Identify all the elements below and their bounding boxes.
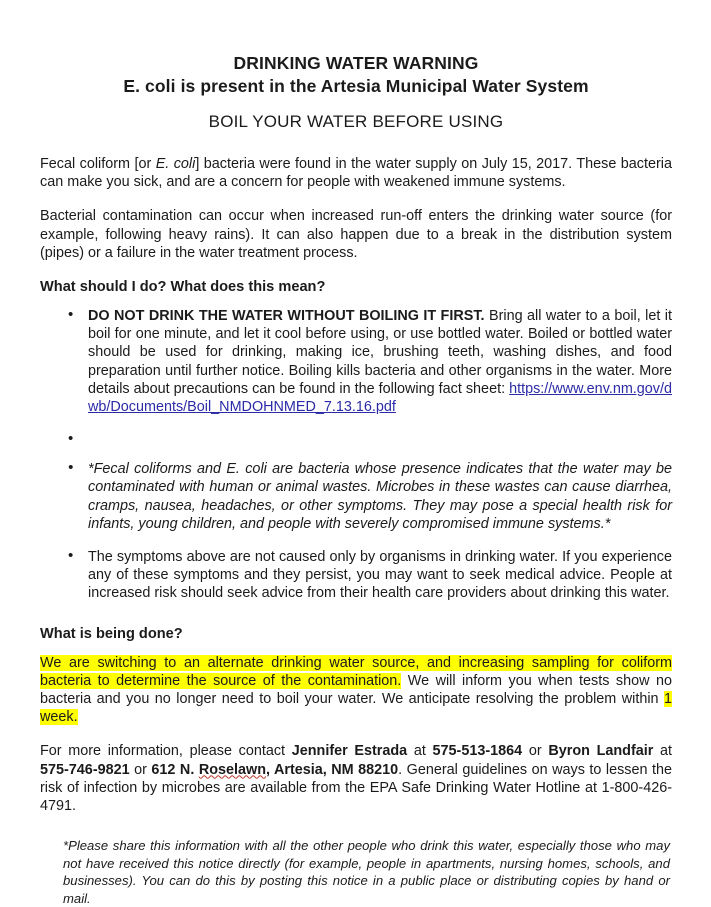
page-subtitle: BOIL YOUR WATER BEFORE USING xyxy=(208,112,504,131)
bullet-list-advice xyxy=(40,307,672,603)
spacer xyxy=(40,133,672,155)
intro-paragraph xyxy=(40,155,672,191)
spacer xyxy=(40,815,672,837)
list-item xyxy=(40,431,672,445)
bullet-symptoms-text: The symptoms above are not caused only by organisms in drinking water. If you experience any of these symptoms and they persist, you may want to seek medical advice. People at increased risk should seek advice from their health care providers about drinking this water. xyxy=(88,549,672,602)
intro-prefix: Fecal coliform [or xyxy=(40,156,156,172)
contact-connector: at xyxy=(653,743,673,760)
contact-address-prefix: 612 N. xyxy=(151,761,199,778)
contact-paragraph xyxy=(40,742,672,815)
bullet-do-not-drink-text: Bring all water to a boil, let it boil for one minute, and let it cool before using, or use bottled water. Boiled or bottled water should be used for drinking, making ice, brushing teeth, washing dishes, and food preparation until further notice. Boiling kills bacteria and other organisms in the water. More details about precautions can be found in the following fact sheet: xyxy=(88,308,672,397)
intro-italic-ecoli: E. coli xyxy=(155,156,196,172)
contact-prefix: For more information, please contact xyxy=(40,743,292,760)
contact-connector: at xyxy=(407,743,433,760)
page-title-primary: DRINKING WATER WARNING xyxy=(233,53,479,73)
contact-epa-hotline-text: . General guidelines on ways to lessen the risk of infection by microbes are available from the EPA Safe Drinking Water Hotline at 1-800-426-4791. xyxy=(40,761,672,815)
contact-phone-primary: 575-513-1864 xyxy=(432,743,523,760)
list-item xyxy=(40,548,672,603)
contact-address-suffix: , Artesia, NM 88210 xyxy=(266,761,399,778)
list-item xyxy=(40,307,672,416)
contact-name-secondary: Byron Landfair xyxy=(548,743,654,760)
document-title-block xyxy=(40,52,672,98)
section-heading-what-is-being-done: What is being done? xyxy=(40,625,183,642)
contamination-paragraph: Bacterial contamination can occur when increased run-off enters the drinking water source (for example, following heavy rains). It can also happen due to a break in the distribution system (pipes) or a failure in the water treatment process. xyxy=(40,208,672,261)
highlighted-text-timeframe: 1 week. xyxy=(40,691,672,726)
spacer xyxy=(40,643,672,654)
spacer xyxy=(40,296,672,307)
spacer xyxy=(40,603,672,625)
contact-name-primary: Jennifer Estrada xyxy=(291,743,408,760)
list-item xyxy=(40,460,672,533)
contact-phone-secondary: 575-746-9821 xyxy=(40,761,130,778)
section-heading-what-should-i-do: What should I do? What does this mean? xyxy=(40,279,326,296)
page-title-secondary: E. coli is present in the Artesia Municipal Water System xyxy=(123,76,589,96)
contact-connector: or xyxy=(522,743,549,760)
bullet-fecal-coliforms-note: *Fecal coliforms and E. coli are bacteria whose presence indicates that the water may be contaminated with human or animal wastes. Microbes in these wastes can cause diarrhea, cramps, nausea, headaches, or other symptoms. They may pose a special health risk for infants, young children, and people with severely compromised immune systems.* xyxy=(88,461,672,532)
footnote-share-notice: *Please share this information with all the other people who drink this water, especially those who may not have received this notice directly (for example, people in apartments, nursing homes, schools, and businesses). You can do this by posting this notice in a public place or distributing copies by hand or mail. xyxy=(63,838,670,906)
intro-suffix: ] bacteria were found in the water supply on July 15, 2017. These bacteria can make you sick, and are a concern for people with weakened immune systems. xyxy=(40,156,672,191)
fact-sheet-link[interactable]: https://www.env.nm.gov/dwb/Documents/Boil_NMDOHNMED_7.13.16.pdf xyxy=(88,380,673,416)
spacer xyxy=(40,262,672,278)
contact-address-street-spellcheck: Roselawn xyxy=(198,761,266,778)
contact-connector: or xyxy=(129,761,152,778)
spacer xyxy=(40,726,672,742)
being-done-paragraph xyxy=(40,654,672,727)
highlighted-text-alternate-source: We are switching to an alternate drinking water source, and increasing sampling for coliform bacteria to determine the source of the contamination. xyxy=(40,654,672,689)
being-done-plain-text: We will inform you when tests show no bacteria and you no longer need to boil your water. We anticipate resolving the problem within xyxy=(40,672,672,708)
bullet-do-not-drink-bold: DO NOT DRINK THE WATER WITHOUT BOILING IT FIRST. xyxy=(88,308,485,325)
